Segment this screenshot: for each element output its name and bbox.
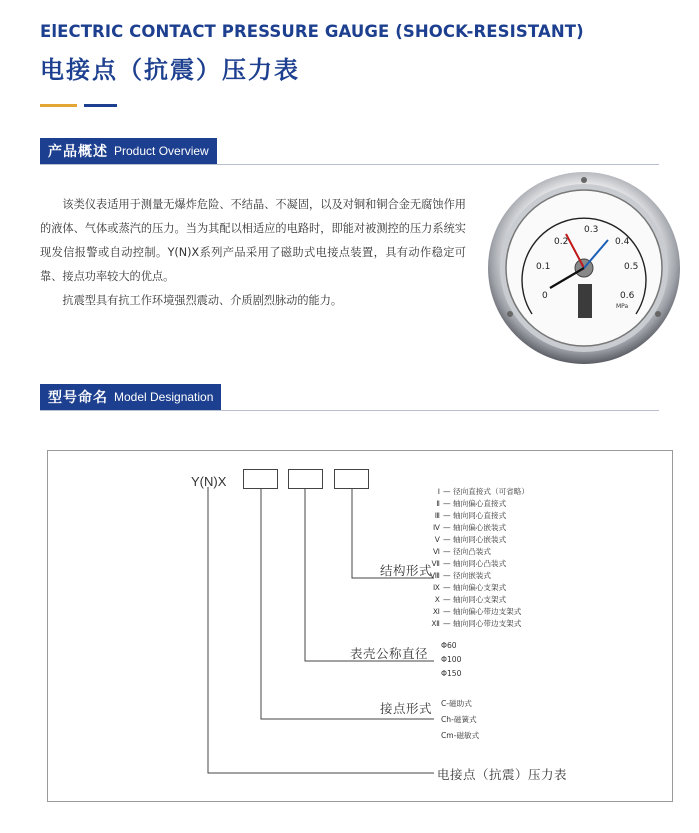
gauge-scale-label: 0.2 [554, 237, 569, 247]
structure-label: 结构形式 [380, 563, 433, 578]
structure-option: Ⅵ — 径向凸装式 [432, 547, 491, 556]
overview-paragraph-2: 抗震型具有抗工作环境强烈震动、介质剧烈脉动的能力。 [62, 294, 343, 307]
code-box-contact [243, 469, 278, 489]
product-name-label: 电接点（抗震）压力表 [437, 767, 568, 782]
section-title-cn: 型号命名 [48, 390, 108, 406]
structure-options-list [418, 486, 529, 630]
structure-option: Ⅸ — 轴向偏心支架式 [433, 583, 507, 592]
structure-option: Ⅺ — 轴向偏心带边支架式 [432, 607, 522, 616]
gauge-unit: MPa [616, 303, 629, 310]
contact-option: Ch-磁簧式 [441, 715, 477, 724]
gauge-scale-label: 0.4 [615, 237, 630, 247]
code-box-structure [334, 469, 369, 489]
structure-option: Ⅲ — 轴向同心直接式 [434, 511, 507, 520]
overview-paragraph-1: 该类仪表适用于测量无爆炸危险、不结晶、不凝固，以及对铜和铜合金无腐蚀作用的液体、气体或蒸汽的压力。当为其配以相适应的电路时，即能对被测控的压力系统实现发信报警或自动控制。Y(N)X系列产品采用了磁助式电接点装置，具有动作稳定可靠、接点功率较大的优点。 [40, 198, 466, 283]
diameter-option: Φ150 [441, 669, 462, 678]
title-english: ElECTRIC CONTACT PRESSURE GAUGE (SHOCK-RESISTANT) [40, 22, 584, 41]
structure-option: Ⅰ — 径向直接式（可省略） [437, 487, 529, 496]
contact-option: C-磁助式 [441, 699, 472, 708]
gauge-scale-label: 0.5 [624, 262, 639, 272]
structure-option: Ⅶ — 轴向同心凸装式 [431, 559, 507, 568]
code-box-diameter [288, 469, 323, 489]
section-title-en: Product Overview [114, 144, 209, 158]
gauge-scale-label: 0 [542, 291, 548, 301]
section-title-en: Model Designation [114, 390, 214, 404]
contact-option: Cm-磁敏式 [441, 731, 480, 740]
diameter-label: 表壳公称直径 [350, 646, 429, 661]
diameter-option: Φ100 [441, 655, 462, 664]
structure-option: Ⅹ — 轴向同心支架式 [434, 595, 507, 604]
gauge-scale-label: 0.6 [620, 291, 635, 301]
gauge-scale-label: 0.1 [536, 262, 551, 272]
diameter-option: Φ60 [441, 641, 457, 650]
structure-option: Ⅴ — 轴向同心嵌装式 [434, 535, 507, 544]
structure-option: Ⅻ — 轴向同心带边支架式 [431, 619, 522, 628]
structure-option: Ⅳ — 轴向偏心嵌装式 [432, 523, 507, 532]
title-chinese: 电接点（抗震）压力表 [40, 56, 300, 84]
gauge-scale-label: 0.3 [584, 225, 599, 235]
structure-option: Ⅱ — 轴向偏心直接式 [436, 499, 507, 508]
section-title-cn: 产品概述 [48, 144, 108, 160]
contact-label: 接点形式 [380, 701, 433, 716]
model-code: Y(N)X [191, 474, 227, 489]
structure-option: Ⅷ — 径向嵌装式 [429, 571, 491, 580]
